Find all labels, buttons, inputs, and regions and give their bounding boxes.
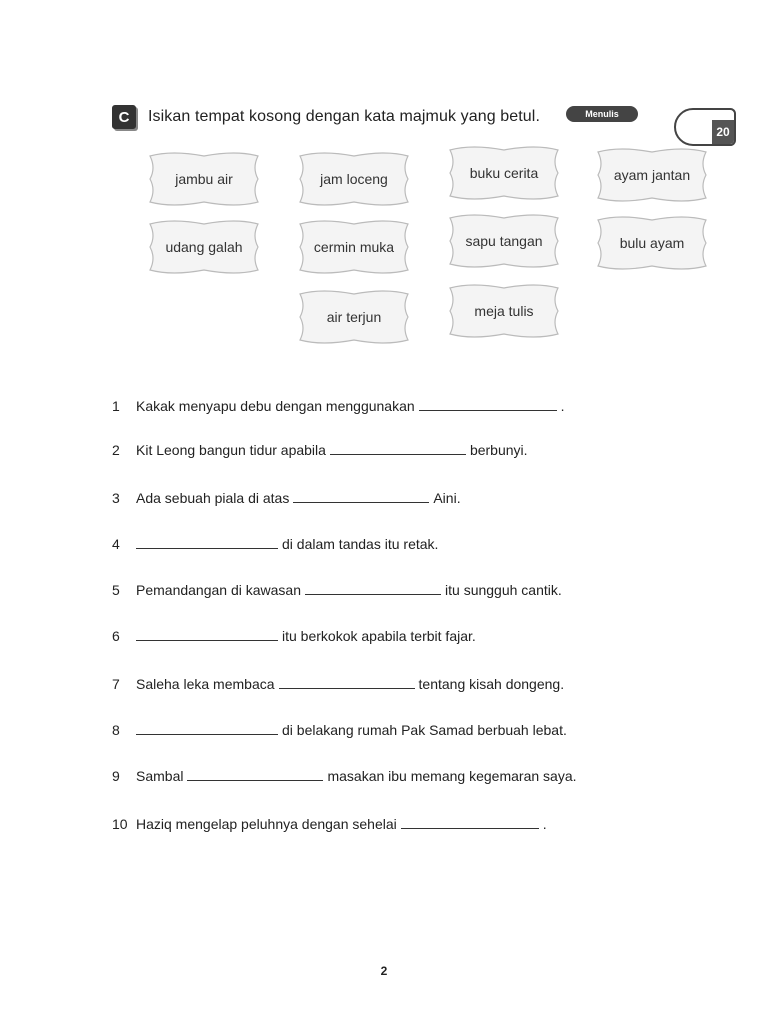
question-number: 9: [112, 768, 120, 784]
question-number: 10: [112, 816, 128, 832]
question-number: 8: [112, 722, 120, 738]
question-text-after: di belakang rumah Pak Samad berbuah lebat.: [282, 722, 567, 738]
answer-blank[interactable]: [419, 409, 557, 411]
page-number: 2: [380, 964, 388, 978]
answer-blank[interactable]: [136, 733, 278, 735]
word-card: [440, 144, 568, 202]
word-card: [588, 146, 716, 204]
instruction-text: Isikan tempat kosong dengan kata majmuk yang betul.: [148, 108, 540, 125]
question-text-after: Aini.: [433, 490, 461, 506]
answer-blank[interactable]: [401, 827, 539, 829]
question-5: [112, 582, 562, 598]
word-card: [140, 218, 268, 276]
question-text-before: Kakak menyapu debu dengan menggunakan: [136, 398, 415, 414]
answer-blank[interactable]: [136, 547, 278, 549]
question-text-after: .: [560, 398, 565, 414]
question-text-before: Haziq mengelap peluhnya dengan sehelai: [136, 816, 397, 832]
word-card-label: jam loceng: [320, 171, 388, 187]
word-card: [290, 150, 418, 208]
question-text-after: itu sungguh cantik.: [445, 582, 562, 598]
word-card: [588, 214, 716, 272]
word-card-label: bulu ayam: [619, 235, 685, 251]
question-text-after: di dalam tandas itu retak.: [282, 536, 439, 552]
answer-blank[interactable]: [305, 593, 441, 595]
word-card-label: ayam jantan: [613, 167, 691, 183]
exercise-number: 20: [712, 120, 734, 144]
question-8: [112, 722, 567, 738]
question-text-after: .: [542, 816, 547, 832]
question-text-after: berbunyi.: [469, 442, 528, 458]
question-6: [112, 628, 476, 644]
word-card: [290, 288, 418, 346]
word-card-label: buku cerita: [469, 165, 539, 181]
question-1: [112, 398, 565, 414]
word-card: [440, 282, 568, 340]
answer-blank[interactable]: [279, 687, 415, 689]
answer-blank[interactable]: [293, 501, 429, 503]
question-number: 6: [112, 628, 120, 644]
question-4: [112, 536, 438, 552]
word-card: [290, 218, 418, 276]
question-number: 4: [112, 536, 120, 552]
answer-blank[interactable]: [136, 639, 278, 641]
exercise-number-badge: [674, 108, 736, 146]
skill-tag: Menulis: [566, 106, 638, 122]
question-2: [112, 442, 528, 458]
question-3: [112, 490, 461, 506]
question-text-before: Saleha leka membaca: [136, 676, 275, 692]
word-card-label: sapu tangan: [465, 233, 543, 249]
answer-blank[interactable]: [330, 453, 466, 455]
word-card-label: jambu air: [175, 171, 233, 187]
question-text-before: Ada sebuah piala di atas: [136, 490, 290, 506]
answer-blank[interactable]: [187, 779, 323, 781]
question-number: 1: [112, 398, 120, 414]
question-number: 7: [112, 676, 120, 692]
word-card-label: meja tulis: [474, 303, 534, 319]
question-number: 3: [112, 490, 120, 506]
question-number: 5: [112, 582, 120, 598]
section-header: [112, 104, 540, 130]
question-9: [112, 768, 577, 784]
word-card-label: air terjun: [326, 309, 382, 325]
question-text-after: masakan ibu memang kegemaran saya.: [327, 768, 577, 784]
question-text-before: Sambal: [136, 768, 184, 784]
question-text-before: Pemandangan di kawasan: [136, 582, 302, 598]
question-text-after: itu berkokok apabila terbit fajar.: [282, 628, 476, 644]
question-10: [112, 816, 547, 832]
word-card: [440, 212, 568, 270]
question-text-after: tentang kisah dongeng.: [418, 676, 565, 692]
section-letter-badge: C: [112, 105, 136, 129]
question-number: 2: [112, 442, 120, 458]
word-card: [140, 150, 268, 208]
question-text-before: Kit Leong bangun tidur apabila: [136, 442, 326, 458]
question-7: [112, 676, 564, 692]
word-card-label: cermin muka: [313, 239, 395, 255]
word-card-label: udang galah: [165, 239, 243, 255]
